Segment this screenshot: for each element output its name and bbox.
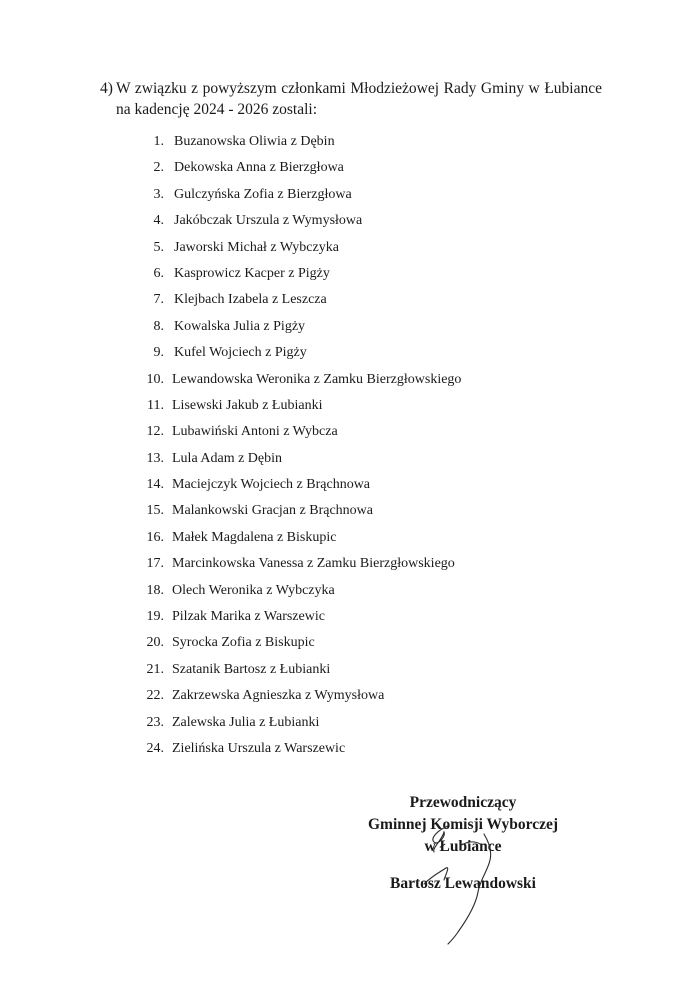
member-name: Olech Weronika z Wybczyka [172,582,335,598]
member-number: 11. [147,397,164,413]
member-name: Pilzak Marika z Warszewic [172,609,325,625]
member-item [0,317,700,343]
member-item [0,211,700,237]
intro-paragraph [100,78,602,120]
intro-text: W związku z powyższym członkami Młodzieżowej Rady Gminy w Łubiance na kadencję 2024 - 2026 zostali: [116,80,602,118]
member-item [0,660,700,686]
member-number: 17. [146,556,164,572]
member-item [0,633,700,659]
member-item [0,581,700,607]
member-list [0,132,700,765]
member-number: 2. [153,160,164,176]
member-name: Zakrzewska Agnieszka z Wymysłowa [172,688,385,704]
member-name: Lula Adam z Dębin [172,450,283,466]
member-number: 1. [153,134,164,149]
member-item [0,185,700,211]
member-name: Zalewska Julia z Łubianki [172,714,320,730]
member-number: 4. [153,213,164,229]
member-number: 19. [146,609,164,625]
member-item [0,238,700,264]
member-number: 14. [146,477,164,493]
member-name: Jakóbczak Urszula z Wymysłowa [174,213,363,229]
member-item [0,686,700,712]
member-number: 22. [146,688,164,704]
member-item [0,449,700,475]
member-item [0,501,700,527]
member-number: 15. [146,503,164,519]
intro-number: 4) [100,80,113,97]
member-name: Lisewski Jakub z Łubianki [172,397,323,413]
member-item [0,158,700,184]
member-name: Klejbach Izabela z Leszcza [174,292,327,308]
member-name: Maciejczyk Wojciech z Brąchnowa [172,477,371,493]
member-name: Szatanik Bartosz z Łubianki [172,661,331,677]
member-number: 5. [153,239,164,255]
signature-location: w Łubiance [424,838,502,855]
member-number: 9. [153,345,164,361]
member-name: Dekowska Anna z Bierzgłowa [174,160,344,176]
member-number: 8. [153,318,164,334]
member-number: 10. [146,371,164,387]
member-number: 20. [146,635,164,651]
member-number: 24. [146,740,164,756]
member-name: Kowalska Julia z Pigży [174,318,306,334]
member-name: Jaworski Michał z Wybczyka [174,239,339,255]
signature-title: Przewodniczący [409,794,517,811]
signature-name: Bartosz Lewandowski [390,875,536,892]
member-name: Lubawiński Antoni z Wybcza [172,424,338,440]
member-number: 6. [153,265,164,281]
member-number: 18. [146,582,164,598]
member-item [0,290,700,316]
member-name: Kufel Wojciech z Pigży [174,345,307,361]
member-name: Lewandowska Weronika z Zamku Bierzgłowskiego [172,371,462,387]
member-name: Malankowski Gracjan z Brąchnowa [172,503,373,519]
member-item [0,739,700,765]
member-name: Zielińska Urszula z Warszewic [172,740,346,756]
member-item [0,343,700,369]
member-number: 21. [146,661,164,677]
member-number: 13. [146,450,164,466]
member-item [0,370,700,396]
member-number: 16. [146,529,164,545]
member-item [0,475,700,501]
member-name: Marcinkowska Vanessa z Zamku Bierzgłowskiego [172,556,455,572]
signature-block [348,792,578,895]
member-item [0,607,700,633]
member-item [0,554,700,580]
member-name: Kasprowicz Kacper z Pigży [174,265,330,281]
member-number: 12. [146,424,164,440]
member-name: Gulczyńska Zofia z Bierzgłowa [174,186,352,202]
member-number: 3. [153,186,164,202]
member-item [0,422,700,448]
member-name: Buzanowska Oliwia z Dębin [174,134,335,149]
member-item [0,396,700,422]
member-name: Małek Magdalena z Biskupic [172,529,337,545]
member-item [0,528,700,554]
signature-committee: Gminnej Komisji Wyborczej [368,816,558,833]
member-item [0,713,700,739]
member-name: Syrocka Zofia z Biskupic [172,635,315,651]
member-item [0,264,700,290]
member-number: 23. [146,714,164,730]
member-item [0,132,700,158]
member-number: 7. [153,292,164,308]
